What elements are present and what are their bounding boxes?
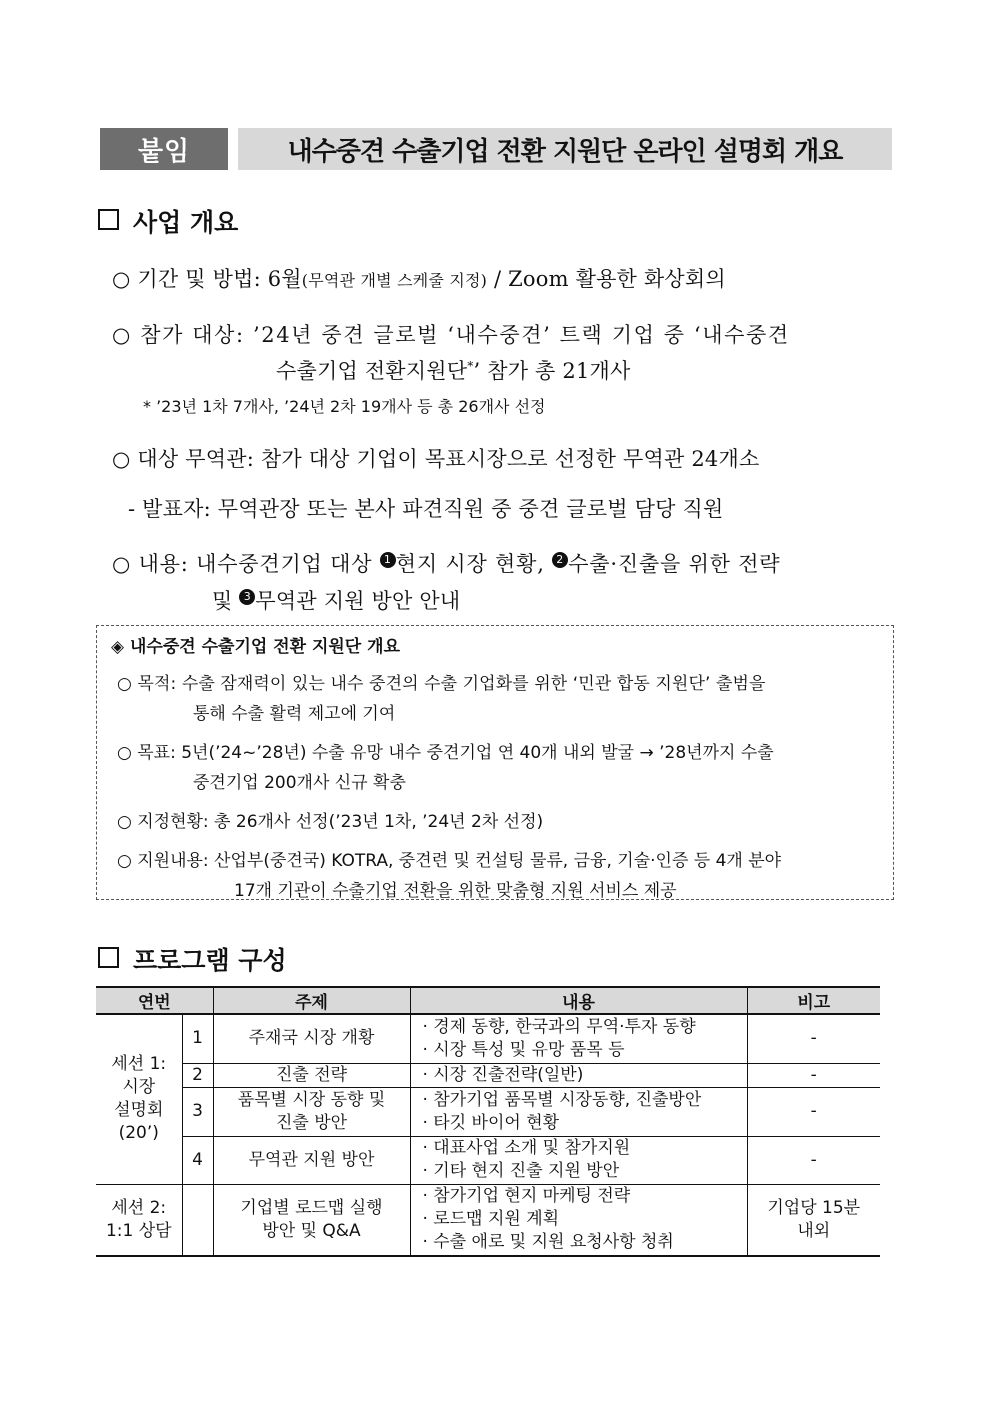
content-item: · 경제 동향, 한국과의 무역·투자 동향 bbox=[422, 1016, 696, 1037]
row-topic: 진출 전략 bbox=[213, 1063, 410, 1087]
row-content bbox=[410, 1087, 747, 1136]
table-row bbox=[96, 1136, 880, 1184]
target-line-2-text: 수출기업 전환지원단 bbox=[276, 359, 468, 383]
content-point-3: 무역관 지원 방안 안내 bbox=[255, 589, 461, 613]
target-line-1: ○ 참가 대상: ’24년 중견 글로벌 ‘내수중견’ 트랙 기업 중 ‘내수중견 bbox=[112, 323, 790, 347]
session-2-line: 1:1 상담 bbox=[105, 1220, 172, 1241]
col-header-note: 비고 bbox=[747, 987, 880, 1014]
session-1-line: 설명회 bbox=[114, 1100, 164, 1121]
topic-line: 방안 및 Q&A bbox=[262, 1220, 361, 1241]
period-text: ○ 기간 및 방법: 6월 bbox=[112, 267, 302, 291]
number-1-icon: 1 bbox=[380, 552, 396, 568]
row-note: - bbox=[747, 1063, 880, 1087]
content-item: · 시장 진출전략(일반) bbox=[422, 1064, 584, 1085]
presenter-line: - 발표자: 무역관장 또는 본사 파견직원 중 중견 글로벌 담당 직원 bbox=[128, 497, 724, 521]
col-header-topic: 주제 bbox=[213, 987, 410, 1014]
note-line: 내외 bbox=[797, 1220, 831, 1241]
session-2-line: 세션 2: bbox=[111, 1197, 167, 1218]
infobox-purpose-1: ○ 목적: 수출 잠재력이 있는 내수 중견의 수출 기업화를 위한 ‘민관 합동 지원단’ 출범을 bbox=[117, 674, 766, 694]
content-item: · 참가기업 품목별 시장동향, 진출방안 bbox=[422, 1089, 702, 1110]
row-note: - bbox=[747, 1087, 880, 1136]
support-team-infobox bbox=[96, 625, 894, 900]
content-line-2-prefix: 및 bbox=[212, 589, 240, 613]
row-topic bbox=[213, 1087, 410, 1136]
checkbox-square-icon bbox=[98, 209, 119, 230]
infobox-goal-1: ○ 목표: 5년(’24~’28년) 수출 유망 내수 중견기업 연 40개 내외 발굴 → ’28년까지 수출 bbox=[117, 743, 774, 763]
table-row bbox=[96, 1087, 880, 1136]
section-heading-program bbox=[98, 941, 287, 977]
attachment-tag: 붙임 bbox=[100, 128, 228, 170]
target-line-2-tail: ’ 참가 총 21개사 bbox=[473, 359, 631, 383]
period-line bbox=[112, 263, 726, 293]
table-header-row bbox=[96, 987, 880, 1014]
row-topic bbox=[213, 1184, 410, 1256]
content-point-2: 수출·진출을 위한 전략 bbox=[568, 552, 781, 576]
footnote-marker: * bbox=[467, 359, 474, 373]
content-item: · 타깃 바이어 현황 bbox=[422, 1112, 560, 1133]
session-1-line: (20’) bbox=[118, 1123, 159, 1144]
session-1-label bbox=[96, 1014, 182, 1184]
table-row bbox=[96, 1014, 880, 1063]
infobox-support-1: ○ 지원내용: 산업부(중견국) KOTRA, 중견련 및 컨설팅 물류, 금융, 기술·인증 등 4개 분야 bbox=[117, 851, 782, 871]
col-header-no: 연번 bbox=[96, 987, 213, 1014]
infobox-support-2: 17개 기관이 수출기업 전환을 위한 맞춤형 지원 서비스 제공 bbox=[234, 881, 677, 901]
content-point-1: 현지 시장 현황, bbox=[395, 552, 553, 576]
row-content bbox=[410, 1063, 747, 1087]
content-item: · 기타 현지 진출 지원 방안 bbox=[422, 1161, 620, 1181]
checkbox-square-icon bbox=[98, 947, 119, 968]
row-number: 1 bbox=[182, 1014, 213, 1063]
row-topic: 무역관 지원 방안 bbox=[213, 1136, 410, 1184]
content-prefix: ○ 내용: 내수중견기업 대상 bbox=[112, 552, 380, 576]
row-content bbox=[410, 1184, 747, 1256]
session-1-line: 시장 bbox=[122, 1077, 156, 1098]
content-item: · 로드맵 지원 계획 bbox=[422, 1209, 560, 1230]
note-line: 기업당 15분 bbox=[767, 1197, 861, 1218]
topic-line: 품목별 시장 동향 및 bbox=[237, 1089, 386, 1110]
row-note: - bbox=[747, 1014, 880, 1063]
target-footnote: * ’23년 1차 7개사, ’24년 2차 19개사 등 총 26개사 선정 bbox=[143, 397, 546, 416]
row-number: 4 bbox=[182, 1136, 213, 1184]
row-note: - bbox=[747, 1136, 880, 1184]
row-number bbox=[182, 1184, 213, 1256]
infobox-purpose-2: 통해 수출 활력 제고에 기여 bbox=[193, 704, 396, 724]
number-3-icon: 3 bbox=[239, 589, 255, 605]
row-content bbox=[410, 1014, 747, 1063]
content-line-1 bbox=[112, 548, 780, 578]
period-tail: / Zoom 활용한 화상회의 bbox=[487, 267, 726, 291]
row-number: 3 bbox=[182, 1087, 213, 1136]
program-table bbox=[96, 986, 880, 1257]
col-header-content: 내용 bbox=[410, 987, 747, 1014]
row-number: 2 bbox=[182, 1063, 213, 1087]
period-note: (무역관 개별 스케줄 지정) bbox=[301, 271, 488, 290]
row-topic: 주재국 시장 개황 bbox=[213, 1014, 410, 1063]
row-note bbox=[747, 1184, 880, 1256]
offices-line: ○ 대상 무역관: 참가 대상 기업이 목표시장으로 선정한 무역관 24개소 bbox=[112, 447, 760, 471]
number-2-icon: 2 bbox=[552, 552, 568, 568]
content-item: · 수출 애로 및 지원 요청사항 청취 bbox=[422, 1232, 674, 1253]
session-1-line: 세션 1: bbox=[111, 1054, 167, 1075]
topic-line: 진출 방안 bbox=[275, 1112, 348, 1133]
section-heading-text: 사업 개요 bbox=[133, 208, 239, 237]
table-row bbox=[96, 1063, 880, 1087]
page-title: 내수중견 수출기업 전환 지원단 온라인 설명회 개요 bbox=[238, 128, 892, 170]
content-item: · 시장 특성 및 유망 품목 등 bbox=[422, 1039, 625, 1060]
content-item: · 대표사업 소개 및 참가지원 bbox=[422, 1138, 631, 1158]
section-heading-text: 프로그램 구성 bbox=[133, 946, 287, 975]
target-line-2 bbox=[276, 355, 631, 385]
content-item: · 참가기업 현지 마케팅 전략 bbox=[422, 1186, 631, 1207]
infobox-title: ◈ 내수중견 수출기업 전환 지원단 개요 bbox=[111, 637, 400, 657]
section-heading-overview bbox=[98, 203, 238, 239]
topic-line: 기업별 로드맵 실행 bbox=[240, 1197, 383, 1218]
table-row bbox=[96, 1184, 880, 1256]
session-2-label bbox=[96, 1184, 182, 1256]
infobox-goal-2: 중견기업 200개사 신규 확충 bbox=[193, 773, 406, 793]
infobox-status: ○ 지정현황: 총 26개사 선정(’23년 1차, ’24년 2차 선정) bbox=[117, 812, 544, 832]
content-line-2 bbox=[212, 585, 460, 615]
row-content bbox=[410, 1136, 747, 1184]
